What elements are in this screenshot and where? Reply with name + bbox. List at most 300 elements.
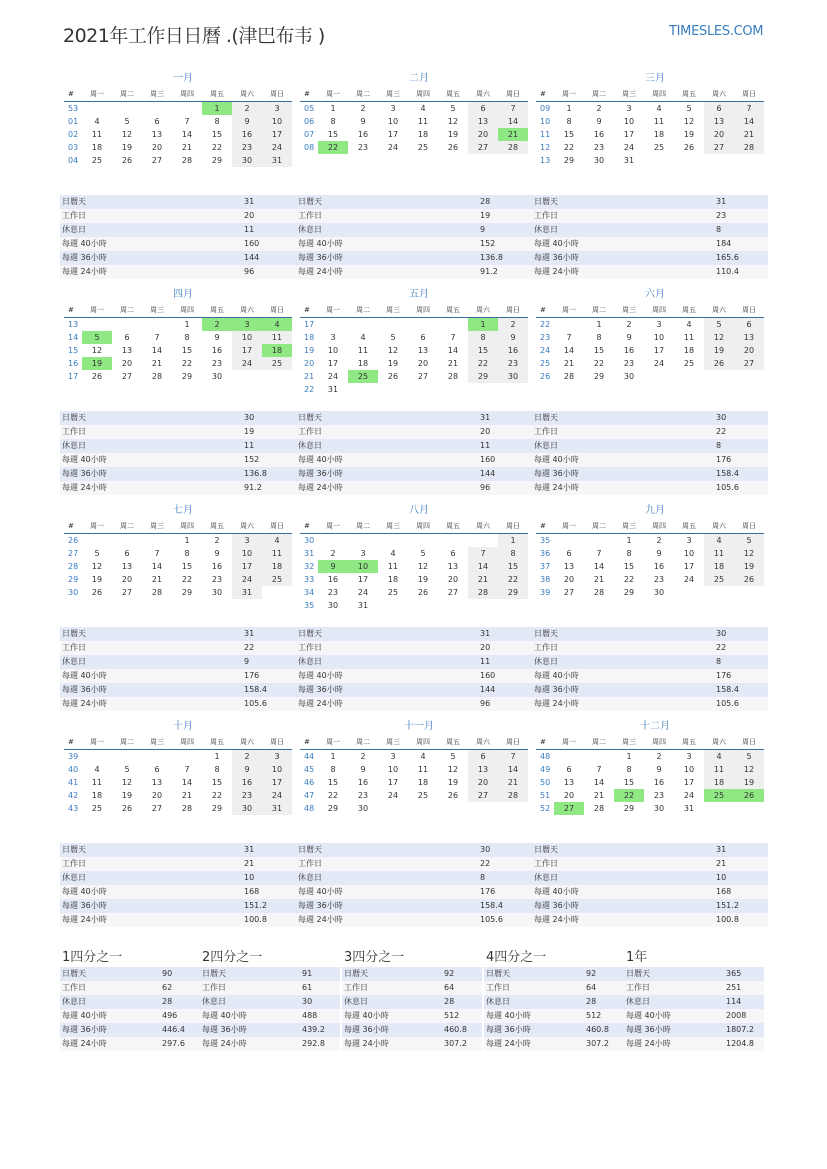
weekday-label: 周日 (270, 90, 284, 98)
stats-label: 每週 40小時 (534, 887, 579, 896)
stats-row (532, 481, 768, 495)
day-cell: 29 (498, 586, 528, 599)
stats-label: 每週 36小時 (298, 901, 343, 910)
week-row (64, 331, 292, 344)
stats-label: 休息日 (202, 997, 226, 1006)
weekday-label: 周六 (240, 306, 254, 314)
week-row (300, 802, 528, 815)
stats-row (624, 967, 764, 981)
day-cell: 20 (468, 128, 498, 141)
day-cell: 6 (704, 102, 734, 115)
day-cell (82, 750, 112, 763)
day-cell: 16 (232, 128, 262, 141)
week-number: 51 (540, 791, 551, 800)
week-number: 26 (540, 372, 551, 381)
stats-value: 19 (480, 211, 491, 220)
week-number: 33 (304, 575, 315, 584)
stats-label: 日曆天 (62, 969, 86, 978)
week-row (64, 318, 292, 331)
weekday-label: 周日 (742, 522, 756, 530)
week-row (300, 789, 528, 802)
day-cell (468, 599, 498, 612)
stats-row (532, 669, 768, 683)
day-cell: 31 (327, 385, 339, 394)
weekday-label: 周五 (682, 90, 696, 98)
week-number: 40 (68, 765, 79, 774)
day-cell: 29 (211, 804, 223, 813)
month-calendar (300, 504, 528, 612)
stats-label: 每週 24小時 (62, 483, 107, 492)
day-cell: 11 (262, 331, 292, 344)
weekday-label: 周一 (326, 522, 340, 530)
day-cell (438, 318, 468, 331)
day-cell: 1 (566, 104, 572, 113)
day-cell (318, 534, 348, 547)
stats-value: 31 (244, 197, 255, 206)
quarter-title: 3四分之一 (344, 950, 405, 965)
day-cell: 7 (154, 549, 160, 558)
weekday-label: 周日 (742, 90, 756, 98)
day-cell: 3 (390, 104, 396, 113)
stats-label: 日曆天 (534, 629, 558, 638)
day-cell: 19 (387, 359, 399, 368)
day-cell: 11 (91, 130, 103, 139)
day-cell: 24 (387, 143, 399, 152)
week-row (300, 141, 528, 154)
day-cell: 4 (656, 104, 662, 113)
stats-label: 每週 24小時 (534, 915, 579, 924)
weekday-label: 周三 (150, 738, 164, 746)
stats-value: 110.4 (716, 267, 739, 276)
day-cell: 2 (626, 320, 632, 329)
stats-value: 8 (716, 657, 722, 666)
weekday-header (64, 304, 292, 318)
stats-label: 每週 24小時 (344, 1039, 389, 1048)
stats-label: 每週 40小時 (534, 239, 579, 248)
stats-label: 日曆天 (298, 629, 322, 638)
week-number: 09 (540, 104, 551, 113)
stats-row (60, 467, 296, 481)
week-number-header: # (304, 738, 310, 746)
day-cell: 20 (704, 128, 734, 141)
stats-value: 22 (716, 643, 727, 652)
day-cell: 10 (387, 765, 399, 774)
week-number: 53 (68, 104, 79, 113)
stats-value: 176 (716, 671, 732, 680)
weekday-label: 周五 (682, 738, 696, 746)
day-cell: 26 (447, 143, 459, 152)
day-cell: 30 (211, 372, 223, 381)
weekday-label: 周一 (90, 90, 104, 98)
day-cell: 25 (417, 143, 429, 152)
weekday-label: 周三 (622, 522, 636, 530)
stats-row (60, 843, 296, 857)
weekday-label: 周二 (356, 90, 370, 98)
week-number: 34 (304, 588, 315, 597)
day-cell: 4 (704, 750, 734, 763)
day-cell: 8 (596, 333, 602, 342)
stats-row (200, 995, 340, 1009)
day-cell: 6 (566, 765, 572, 774)
day-cell: 20 (447, 575, 459, 584)
day-cell: 18 (91, 791, 103, 800)
day-cell: 5 (94, 549, 100, 558)
stats-label: 休息日 (298, 225, 322, 234)
day-cell: 21 (468, 573, 498, 586)
week-row (536, 154, 764, 167)
day-cell: 22 (623, 575, 635, 584)
day-cell: 15 (593, 346, 605, 355)
weekday-header (300, 736, 528, 750)
stats-value: 96 (480, 699, 491, 708)
weekday-label: 周五 (682, 306, 696, 314)
day-cell: 29 (563, 156, 575, 165)
stats-row (296, 627, 532, 641)
week-row (536, 763, 764, 776)
month-stats (532, 843, 768, 927)
stats-label: 每週 36小時 (344, 1025, 389, 1034)
day-cell: 28 (593, 804, 605, 813)
stats-value: 21 (716, 859, 727, 868)
stats-row (532, 223, 768, 237)
day-cell: 17 (683, 778, 695, 787)
quarter-stats (484, 950, 624, 1051)
weekday-header (536, 304, 764, 318)
weekday-label: 周六 (476, 306, 490, 314)
day-cell: 14 (181, 778, 193, 787)
day-cell: 25 (653, 143, 665, 152)
weekday-label: 周五 (446, 90, 460, 98)
week-row (300, 586, 528, 599)
day-cell: 28 (151, 588, 163, 597)
day-cell: 13 (151, 130, 163, 139)
week-number-header: # (540, 90, 546, 98)
day-cell: 22 (563, 143, 575, 152)
week-row (300, 776, 528, 789)
stats-value: 31 (716, 197, 727, 206)
day-cell (262, 370, 292, 383)
day-cell: 17 (262, 776, 292, 789)
day-cell: 25 (262, 357, 292, 370)
stats-value: 158.4 (716, 685, 739, 694)
stats-value: 144 (480, 685, 496, 694)
quarter-stats (60, 950, 200, 1051)
month-stats (60, 195, 296, 279)
week-number: 52 (540, 804, 551, 813)
month-stats (532, 411, 768, 495)
stats-label: 每週 24小時 (534, 483, 579, 492)
stats-row (296, 871, 532, 885)
week-row (300, 573, 528, 586)
holiday-day-cell: 2 (202, 318, 232, 331)
stats-value: 30 (302, 997, 313, 1006)
stats-value: 22 (716, 427, 727, 436)
day-cell: 30 (653, 804, 665, 813)
stats-value: 8 (716, 225, 722, 234)
stats-value: 160 (480, 455, 496, 464)
week-number: 22 (304, 385, 315, 394)
day-cell (262, 586, 292, 599)
stats-row (532, 683, 768, 697)
stats-row (484, 995, 624, 1009)
day-cell: 22 (593, 359, 605, 368)
month-stats (60, 411, 296, 495)
day-cell: 6 (734, 318, 764, 331)
month-title: 五月 (409, 289, 429, 300)
holiday-day-cell: 22 (318, 141, 348, 154)
weekday-label: 周三 (150, 306, 164, 314)
day-cell: 29 (181, 588, 193, 597)
weekday-label: 周五 (682, 522, 696, 530)
day-cell: 30 (653, 588, 665, 597)
stats-label: 每週 24小時 (486, 1039, 531, 1048)
day-cell: 11 (704, 547, 734, 560)
day-cell: 20 (151, 791, 163, 800)
day-cell: 22 (468, 357, 498, 370)
day-cell (468, 802, 498, 815)
day-cell (644, 154, 674, 167)
stats-row (296, 843, 532, 857)
week-number-header: # (68, 306, 74, 314)
stats-row (532, 913, 768, 927)
day-cell: 4 (360, 333, 366, 342)
day-cell (704, 370, 734, 383)
day-cell: 13 (121, 562, 133, 571)
day-cell: 14 (498, 115, 528, 128)
month-calendar (536, 288, 764, 383)
week-row (300, 128, 528, 141)
day-cell: 26 (91, 372, 103, 381)
stats-value: 92 (444, 969, 455, 978)
weekday-header (64, 88, 292, 102)
stats-value: 9 (244, 657, 250, 666)
stats-label: 每週 24小時 (298, 267, 343, 276)
day-cell: 6 (420, 333, 426, 342)
day-cell: 2 (360, 752, 366, 761)
day-cell: 5 (124, 117, 130, 126)
day-cell: 27 (563, 588, 575, 597)
day-cell: 13 (417, 346, 429, 355)
stats-value: 165.6 (716, 253, 739, 262)
day-cell: 31 (623, 156, 635, 165)
day-cell: 24 (232, 357, 262, 370)
stats-value: 160 (244, 239, 260, 248)
day-cell: 4 (390, 549, 396, 558)
month-title: 六月 (645, 289, 665, 300)
day-cell: 5 (390, 333, 396, 342)
stats-label: 日曆天 (202, 969, 226, 978)
day-cell: 6 (450, 549, 456, 558)
day-cell: 17 (262, 128, 292, 141)
week-row (64, 560, 292, 573)
weekday-label: 周六 (240, 522, 254, 530)
week-row (64, 586, 292, 599)
day-cell (348, 534, 378, 547)
stats-value: 11 (244, 441, 255, 450)
day-cell: 2 (360, 104, 366, 113)
day-cell: 2 (656, 536, 662, 545)
day-cell: 7 (468, 547, 498, 560)
day-cell: 12 (387, 346, 399, 355)
stats-label: 日曆天 (298, 845, 322, 854)
day-cell: 17 (232, 560, 262, 573)
stats-label: 休息日 (62, 441, 86, 450)
stats-row (296, 669, 532, 683)
weekday-label: 周日 (742, 306, 756, 314)
week-number: 45 (304, 765, 315, 774)
stats-value: 176 (716, 455, 732, 464)
stats-label: 日曆天 (62, 197, 86, 206)
day-cell: 13 (734, 331, 764, 344)
stats-label: 休息日 (298, 873, 322, 882)
day-cell (674, 370, 704, 383)
day-cell: 15 (211, 130, 223, 139)
day-cell: 18 (683, 346, 695, 355)
day-cell (112, 750, 142, 763)
month-calendar (64, 504, 292, 599)
week-number: 11 (540, 130, 551, 139)
day-cell: 12 (121, 778, 133, 787)
day-cell (704, 586, 734, 599)
day-cell (468, 534, 498, 547)
day-cell (584, 534, 614, 547)
weekday-label: 周四 (416, 522, 430, 530)
stats-row (60, 669, 296, 683)
weekday-label: 周六 (476, 522, 490, 530)
day-cell: 7 (184, 117, 190, 126)
day-cell: 19 (417, 575, 429, 584)
day-cell: 18 (357, 359, 369, 368)
day-cell: 28 (498, 141, 528, 154)
stats-row (60, 237, 296, 251)
day-cell: 10 (653, 333, 665, 342)
weekday-label: 周四 (416, 90, 430, 98)
week-row (64, 357, 292, 370)
stats-label: 每週 24小時 (534, 267, 579, 276)
day-cell (438, 383, 468, 396)
stats-row (60, 899, 296, 913)
day-cell: 27 (447, 588, 459, 597)
stats-value: 176 (480, 887, 496, 896)
day-cell: 4 (420, 752, 426, 761)
day-cell: 19 (704, 344, 734, 357)
stats-value: 307.2 (586, 1039, 609, 1048)
holiday-day-cell: 22 (614, 789, 644, 802)
stats-label: 每週 36小時 (534, 253, 579, 262)
stats-row (484, 1023, 624, 1037)
day-cell: 5 (686, 104, 692, 113)
week-row (536, 318, 764, 331)
day-cell: 20 (468, 776, 498, 789)
day-cell: 4 (262, 534, 292, 547)
stats-value: 136.8 (480, 253, 503, 262)
stats-row (200, 1009, 340, 1023)
week-row (64, 370, 292, 383)
stats-value: 92 (586, 969, 597, 978)
day-cell: 4 (94, 117, 100, 126)
day-cell: 13 (121, 346, 133, 355)
day-cell: 9 (360, 765, 366, 774)
day-cell: 17 (653, 346, 665, 355)
weekday-label: 周日 (506, 522, 520, 530)
day-cell: 16 (653, 778, 665, 787)
stats-value: 168 (716, 887, 732, 896)
weekday-label: 周一 (326, 90, 340, 98)
day-cell (82, 102, 112, 115)
stats-label: 每週 36小時 (202, 1025, 247, 1034)
stats-value: 8 (716, 441, 722, 450)
day-cell: 9 (360, 117, 366, 126)
week-row (64, 750, 292, 763)
day-cell: 30 (357, 804, 369, 813)
stats-row (296, 223, 532, 237)
day-cell: 4 (94, 765, 100, 774)
stats-value: 488 (302, 1011, 318, 1020)
day-cell: 21 (498, 776, 528, 789)
stats-label: 工作日 (298, 211, 322, 220)
day-cell: 25 (704, 573, 734, 586)
day-cell: 14 (593, 778, 605, 787)
quarter-title: 2四分之一 (202, 950, 263, 965)
day-cell: 23 (357, 143, 369, 152)
week-number: 20 (304, 359, 315, 368)
week-row (536, 547, 764, 560)
stats-value: 460.8 (586, 1025, 609, 1034)
day-cell: 15 (181, 346, 193, 355)
stats-label: 工作日 (202, 983, 226, 992)
stats-row (342, 967, 482, 981)
day-cell: 30 (498, 370, 528, 383)
weekday-label: 周六 (712, 90, 726, 98)
weekday-label: 周日 (270, 522, 284, 530)
week-row (64, 573, 292, 586)
stats-label: 每週 24小時 (534, 699, 579, 708)
week-row (536, 750, 764, 763)
quarter-stats (200, 950, 340, 1051)
stats-label: 工作日 (344, 983, 368, 992)
holiday-day-cell: 18 (262, 344, 292, 357)
day-cell: 31 (683, 804, 695, 813)
day-cell: 27 (151, 156, 163, 165)
stats-value: 9 (480, 225, 486, 234)
weekday-label: 周日 (742, 738, 756, 746)
stats-value: 460.8 (444, 1025, 467, 1034)
day-cell: 21 (593, 575, 605, 584)
stats-label: 每週 36小時 (534, 901, 579, 910)
stats-row (532, 439, 768, 453)
week-row (64, 115, 292, 128)
day-cell: 21 (593, 791, 605, 800)
stats-value: 11 (480, 657, 491, 666)
day-cell: 8 (214, 117, 220, 126)
day-cell: 16 (232, 776, 262, 789)
day-cell: 14 (181, 130, 193, 139)
holiday-day-cell: 25 (348, 370, 378, 383)
day-cell: 12 (121, 130, 133, 139)
day-cell: 14 (151, 562, 163, 571)
day-cell (554, 318, 584, 331)
stats-label: 工作日 (534, 211, 558, 220)
site-logo-link[interactable]: TIMESLES.COM (669, 24, 764, 39)
week-row (64, 534, 292, 547)
week-number: 49 (540, 765, 551, 774)
day-cell: 27 (151, 804, 163, 813)
stats-value: 251 (726, 983, 742, 992)
stats-value: 96 (244, 267, 255, 276)
stats-value: 31 (244, 629, 255, 638)
stats-value: 19 (244, 427, 255, 436)
stats-value: 439.2 (302, 1025, 325, 1034)
